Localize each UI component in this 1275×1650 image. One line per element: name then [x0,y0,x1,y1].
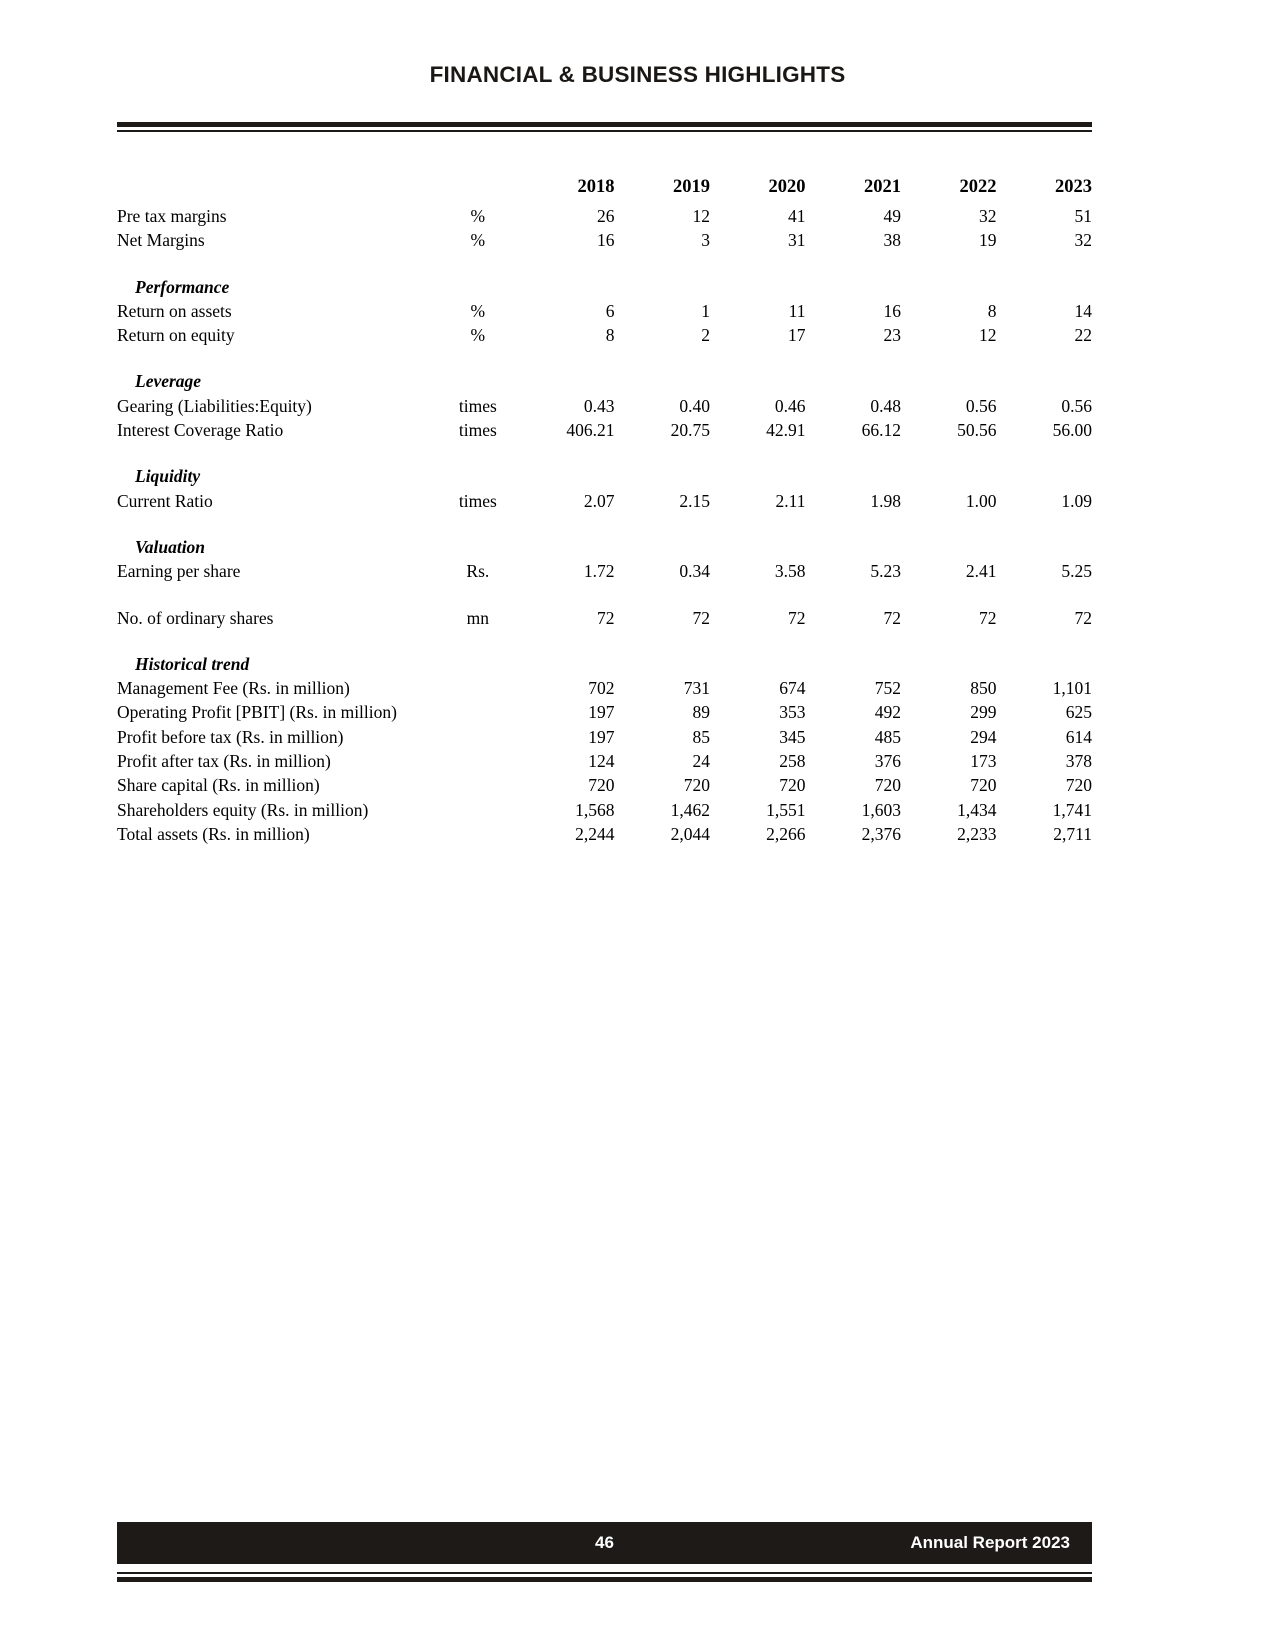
section-heading-label: Liquidity [135,466,201,487]
row-value-2023: 378 [1065,751,1092,772]
row-value-2022: 850 [970,678,997,699]
row-value-2018: 406.21 [566,420,615,441]
row-value-2021: 5.23 [870,561,901,582]
row-value-2018: 72 [597,607,615,628]
table-row [117,777,1092,801]
row-value-2023: 614 [1065,726,1092,747]
row-value-2019: 720 [683,775,711,796]
table-spacer-row [117,351,1092,373]
row-value-2022: 19 [978,230,997,251]
row-value-2018: 720 [588,775,615,796]
table-row [117,610,1092,634]
row-value-2020: 345 [779,726,806,747]
row-label: Management Fee (Rs. in million) [117,678,350,699]
row-value-2022: 12 [978,325,997,346]
row-value-2023: 625 [1065,702,1092,723]
row-value-2020: 2.11 [775,490,806,511]
row-unit: Rs. [466,561,490,582]
row-value-2022: 2.41 [965,561,997,582]
row-unit: mn [466,607,490,628]
row-unit [437,826,519,850]
row-value-2020: 1,551 [766,799,806,820]
row-value-2019: 72 [692,607,711,628]
table-row [117,422,1092,446]
section-heading-label: Leverage [135,371,202,392]
table-section-heading-row [117,373,1092,397]
row-value-2022: 72 [978,607,997,628]
spacer-cell [117,517,1092,539]
row-value-2020: 258 [779,751,806,772]
page-title: FINANCIAL & BUSINESS HIGHLIGHTS [429,62,846,87]
row-label: Interest Coverage Ratio [117,420,284,441]
row-value-2018: 1.72 [583,561,615,582]
row-label: Current Ratio [117,490,213,511]
table-row [117,327,1092,351]
section-heading-label: Historical trend [135,653,250,674]
row-label: Net Margins [117,230,205,251]
row-value-2022: 2,233 [957,823,997,844]
row-value-2018: 197 [588,726,615,747]
row-value-2021: 1.98 [870,490,901,511]
row-label: Share capital (Rs. in million) [117,775,320,796]
row-label: Pre tax margins [117,206,227,226]
footer-bar [117,1522,1092,1564]
row-value-2023: 56.00 [1052,420,1092,441]
footer-rule-thick [117,1577,1092,1582]
row-value-2020: 3.58 [774,561,806,582]
spacer-cell [117,351,1092,373]
table-row [117,208,1092,232]
header-cell-label [117,178,437,208]
header-cell-year-2020: 2020 [768,177,806,197]
section-heading-label: Performance [135,276,230,297]
row-value-2023: 22 [1074,325,1092,346]
row-value-2019: 2,044 [670,823,711,844]
footer-page-number: 46 [595,1533,614,1552]
row-value-2021: 16 [883,300,901,321]
row-value-2018: 6 [605,300,615,321]
row-value-2022: 32 [978,206,997,226]
row-value-2019: 12 [692,206,711,226]
row-value-2022: 50.56 [957,420,997,441]
row-value-2021: 720 [874,775,901,796]
row-unit: times [458,420,497,441]
table-section-heading-row [117,279,1092,303]
table-row [117,398,1092,422]
row-value-2019: 3 [701,230,711,251]
row-unit [437,680,519,704]
row-unit: % [470,206,486,226]
row-value-2021: 485 [874,726,901,747]
header-rule-thin [117,130,1092,132]
row-unit [437,777,519,801]
row-unit [437,753,519,777]
row-value-2019: 731 [683,678,711,699]
footer-divider-rule [117,1572,1092,1582]
row-label: Profit after tax (Rs. in million) [117,751,331,772]
table-spacer-row [117,588,1092,610]
row-value-2023: 1,741 [1052,799,1092,820]
table-body [117,208,1092,850]
row-value-2022: 1,434 [957,799,997,820]
row-value-2021: 752 [874,678,901,699]
row-value-2020: 41 [788,206,806,226]
row-label: Gearing (Liabilities:Equity) [117,395,312,416]
row-value-2023: 720 [1065,775,1092,796]
row-value-2020: 72 [788,607,806,628]
table-spacer-row [117,257,1092,279]
row-value-2023: 2,711 [1053,823,1092,844]
table-row [117,680,1092,704]
row-value-2018: 16 [597,230,615,251]
row-value-2023: 0.56 [1061,395,1092,416]
row-unit [437,802,519,826]
row-unit: % [470,230,486,251]
row-value-2022: 0.56 [965,395,997,416]
row-value-2022: 720 [970,775,997,796]
row-value-2023: 32 [1074,230,1092,251]
row-value-2019: 1 [701,300,711,321]
row-label: Total assets (Rs. in million) [117,823,310,844]
row-value-2018: 197 [588,702,615,723]
table-row [117,826,1092,850]
row-unit: times [458,395,497,416]
row-unit [437,704,519,728]
row-value-2018: 1,568 [575,799,615,820]
row-value-2021: 2,376 [861,823,901,844]
row-value-2020: 17 [788,325,806,346]
financial-highlights-table [117,178,1092,850]
spacer-cell [117,257,1092,279]
row-label: Shareholders equity (Rs. in million) [117,799,369,820]
header-divider-rule [117,122,1092,132]
row-value-2022: 299 [970,702,997,723]
spacer-cell [117,446,1092,468]
table-section-heading-row [117,468,1092,492]
row-value-2018: 702 [588,678,615,699]
row-value-2023: 14 [1074,300,1092,321]
header-cell-year-2021: 2021 [863,177,901,197]
row-value-2023: 1.09 [1061,490,1092,511]
row-value-2022: 294 [970,726,997,747]
table-section-heading-row [117,656,1092,680]
table-row [117,303,1092,327]
row-value-2021: 1,603 [861,799,901,820]
header-cell-year-2023: 2023 [1055,177,1092,197]
row-unit: % [470,300,486,321]
row-value-2023: 51 [1074,206,1092,226]
footer-report-label: Annual Report 2023 [910,1533,1070,1552]
row-value-2021: 376 [874,751,901,772]
table-row [117,802,1092,826]
row-value-2018: 124 [588,751,615,772]
row-value-2019: 2.15 [679,490,711,511]
row-value-2023: 1,101 [1052,678,1092,699]
row-value-2020: 31 [788,230,806,251]
row-label: No. of ordinary shares [117,607,274,628]
row-value-2018: 2,244 [575,823,615,844]
header-cell-year-2022: 2022 [959,177,997,197]
header-cell-year-2019: 2019 [673,177,711,197]
row-value-2021: 72 [883,607,901,628]
table-row [117,232,1092,256]
row-value-2021: 492 [874,702,901,723]
header-cell-year-2018: 2018 [577,177,615,197]
row-value-2019: 0.40 [679,395,711,416]
spacer-cell [117,588,1092,610]
row-value-2021: 0.48 [870,395,901,416]
row-value-2018: 0.43 [583,395,615,416]
row-value-2019: 2 [701,325,711,346]
spacer-cell [117,634,1092,656]
row-label: Operating Profit [PBIT] (Rs. in million) [117,702,397,723]
row-label: Earning per share [117,561,241,582]
row-value-2020: 11 [788,300,806,321]
row-value-2018: 8 [605,325,615,346]
row-value-2019: 85 [692,726,711,747]
row-value-2021: 66.12 [861,420,901,441]
row-value-2020: 42.91 [766,420,806,441]
row-value-2019: 89 [692,702,711,723]
row-value-2020: 0.46 [774,395,806,416]
table-spacer-row [117,446,1092,468]
row-value-2021: 49 [883,206,901,226]
table-section-heading-row [117,539,1092,563]
row-value-2019: 24 [692,751,711,772]
table-header [117,178,1092,208]
row-value-2020: 353 [779,702,806,723]
row-value-2019: 1,462 [670,799,711,820]
row-value-2021: 23 [883,325,901,346]
row-value-2020: 2,266 [766,823,806,844]
row-value-2022: 173 [970,751,997,772]
row-value-2018: 26 [597,206,615,226]
row-value-2018: 2.07 [583,490,615,511]
row-value-2019: 0.34 [679,561,711,582]
table-row [117,563,1092,587]
header-cell-unit [437,178,519,208]
table-row [117,753,1092,777]
row-value-2020: 720 [779,775,806,796]
table-row [117,729,1092,753]
table-row [117,704,1092,728]
table-spacer-row [117,634,1092,656]
row-value-2022: 1.00 [965,490,997,511]
row-value-2023: 72 [1074,607,1092,628]
table-header-row [117,178,1092,208]
row-label: Return on assets [117,300,232,321]
table-row [117,493,1092,517]
row-value-2019: 20.75 [670,420,711,441]
row-value-2023: 5.25 [1061,561,1092,582]
table-spacer-row [117,517,1092,539]
row-unit: % [470,325,486,346]
row-label: Return on equity [117,325,235,346]
row-value-2020: 674 [779,678,806,699]
row-unit [437,729,519,753]
section-heading-label: Valuation [135,536,206,557]
row-unit: times [458,490,497,511]
row-label: Profit before tax (Rs. in million) [117,726,344,747]
row-value-2022: 8 [987,300,997,321]
row-value-2021: 38 [883,230,901,251]
